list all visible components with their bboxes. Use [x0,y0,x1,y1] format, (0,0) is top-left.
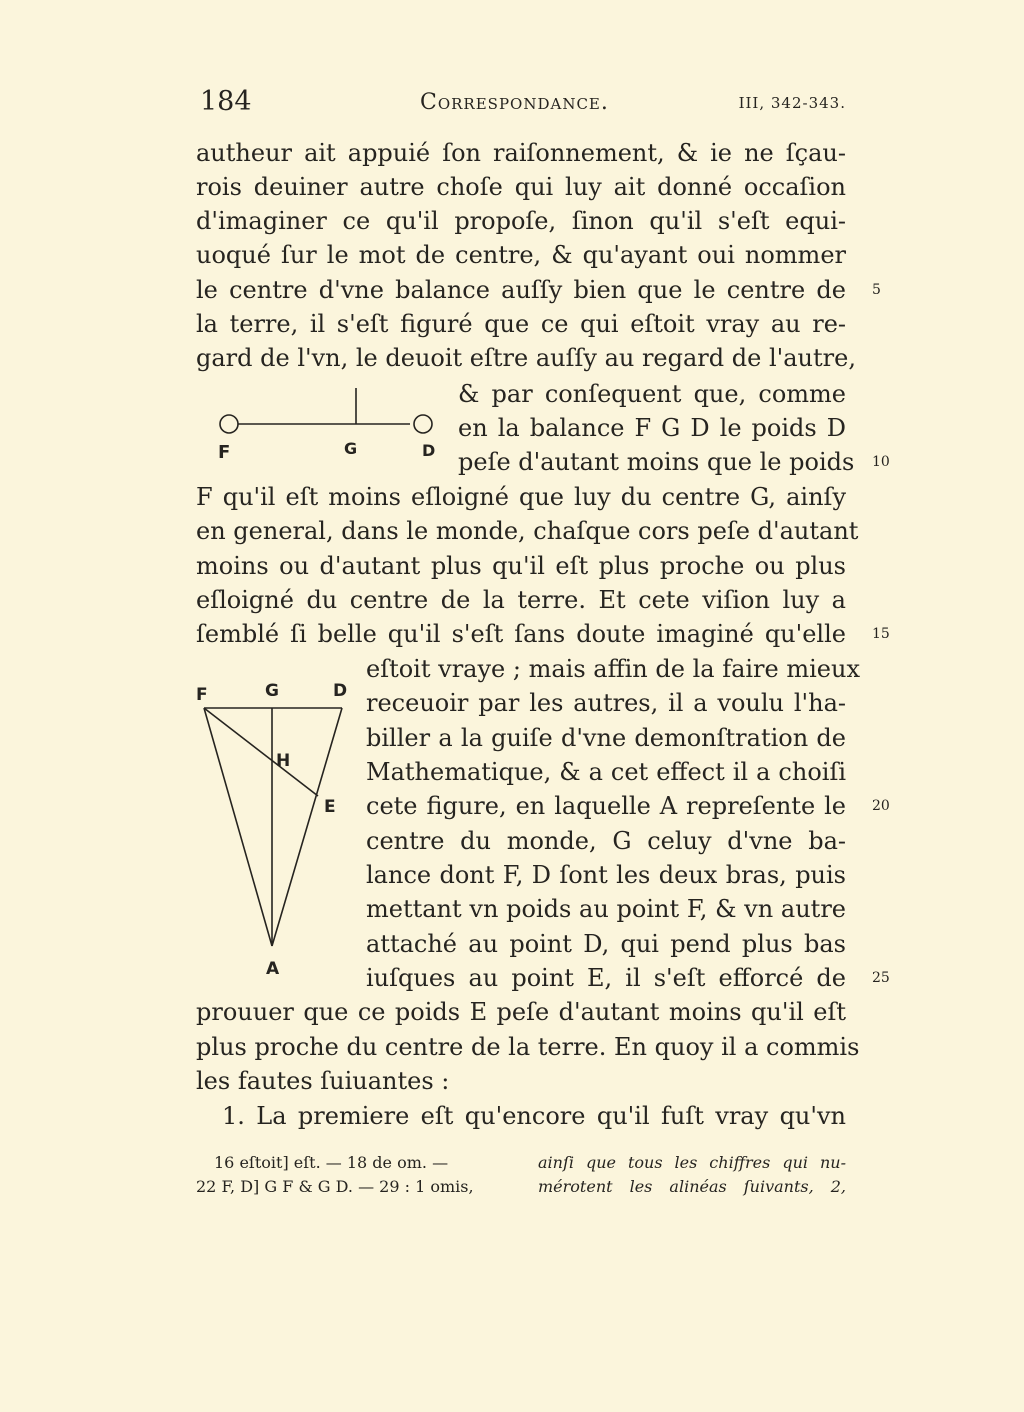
text-line: moins ou d'autant plus qu'il eſt plus proche ou plus [196,552,846,580]
triangle-figure [190,676,360,986]
text-line: d'imaginer ce qu'il propoſe, ſinon qu'il s'eſt equi- [196,207,846,235]
text-line: uoqué ſur le mot de centre, & qu'ayant oui nommer [196,241,846,269]
label-a: A [266,959,280,979]
text-line: le centre d'vne balance auſſy bien que le centre de [196,276,846,304]
text-line: lance dont F, D ſont les deux bras, puis [366,861,846,889]
label-h: H [276,751,291,771]
line-fe [204,708,318,796]
text-line: eſloigné du centre de la terre. Et cete viſion luy a [196,586,846,614]
footnote-line: ainſi que tous les chiffres qui nu- [538,1153,846,1172]
text-line: ſemblé ſi belle qu'il s'eſt ſans doute imaginé qu'elle [196,620,846,648]
running-header [196,86,846,126]
text-line: prouuer que ce poids E peſe d'autant moins qu'il eſt [196,998,846,1026]
label-d: D [333,681,348,701]
line-number: 25 [872,970,890,986]
label-f: F [196,685,208,705]
text-line: la terre, il s'eſt figuré que ce qui eſtoit vray au re- [196,310,846,338]
weight-f-circle [220,415,238,433]
text-line: receuoir par les autres, il a voulu l'ha- [366,689,846,717]
footnote-line: 22 F, D] G F & G D. — 29 : 1 omis, [196,1177,474,1196]
balance-figure [204,382,444,462]
footnote-line: mérotent les alinéas ſuivants, 2, [538,1177,846,1196]
text-line: plus proche du centre de la terre. En quoy il a commis [196,1033,860,1061]
text-line: peſe d'autant moins que le poids [458,448,855,476]
weight-d-circle [414,415,432,433]
label-d: D [422,441,436,460]
label-g: G [344,439,358,458]
text-line: eſtoit vraye ; mais affin de la faire mieux [366,655,860,683]
text-line: mettant vn poids au point F, & vn autre [366,895,846,923]
text-line: rois deuiner autre choſe qui luy ait donné occaſion [196,173,846,201]
page-number: 184 [200,86,252,117]
line-number: 15 [872,626,890,642]
volume-reference: III, 342-343. [738,94,846,112]
label-e: E [324,797,336,817]
running-title: Correspondance. [420,90,609,115]
line-number: 5 [872,282,881,298]
text-line: les fautes ſuiuantes : [196,1067,450,1095]
text-line: Mathematique, & a cet effect il a choiſi [366,758,846,786]
text-line: iuſques au point E, il s'eſt efforcé de [366,964,846,992]
text-line: cete figure, en laquelle A repreſente le [366,792,846,820]
line-fa [204,708,272,946]
text-line: attaché au point D, qui pend plus bas [366,930,846,958]
footnote-line: 16 eſtoit] eſt. — 18 de om. — [214,1153,449,1172]
line-number: 20 [872,798,890,814]
text-line: gard de l'vn, le deuoit eſtre auſſy au regard de l'autre, [196,344,856,372]
line-da [272,708,342,946]
label-f: F [218,442,231,462]
text-line: 1. La premiere eſt qu'encore qu'il fuſt vray qu'vn [222,1102,846,1130]
text-line: & par conſequent que, comme [458,380,846,408]
text-line: en la balance F G D le poids D [458,414,846,442]
label-g: G [265,681,279,701]
text-line: autheur ait appuié ſon raiſonnement, & ie ne ſçau- [196,139,846,167]
text-line: F qu'il eſt moins eſloigné que luy du centre G, ainſy [196,483,846,511]
line-number: 10 [872,454,890,470]
text-line: centre du monde, G celuy d'vne ba- [366,827,846,855]
text-line: biller a la guiſe d'vne demonſtration de [366,724,846,752]
text-line: en general, dans le monde, chaſque cors peſe d'autant [196,517,859,545]
